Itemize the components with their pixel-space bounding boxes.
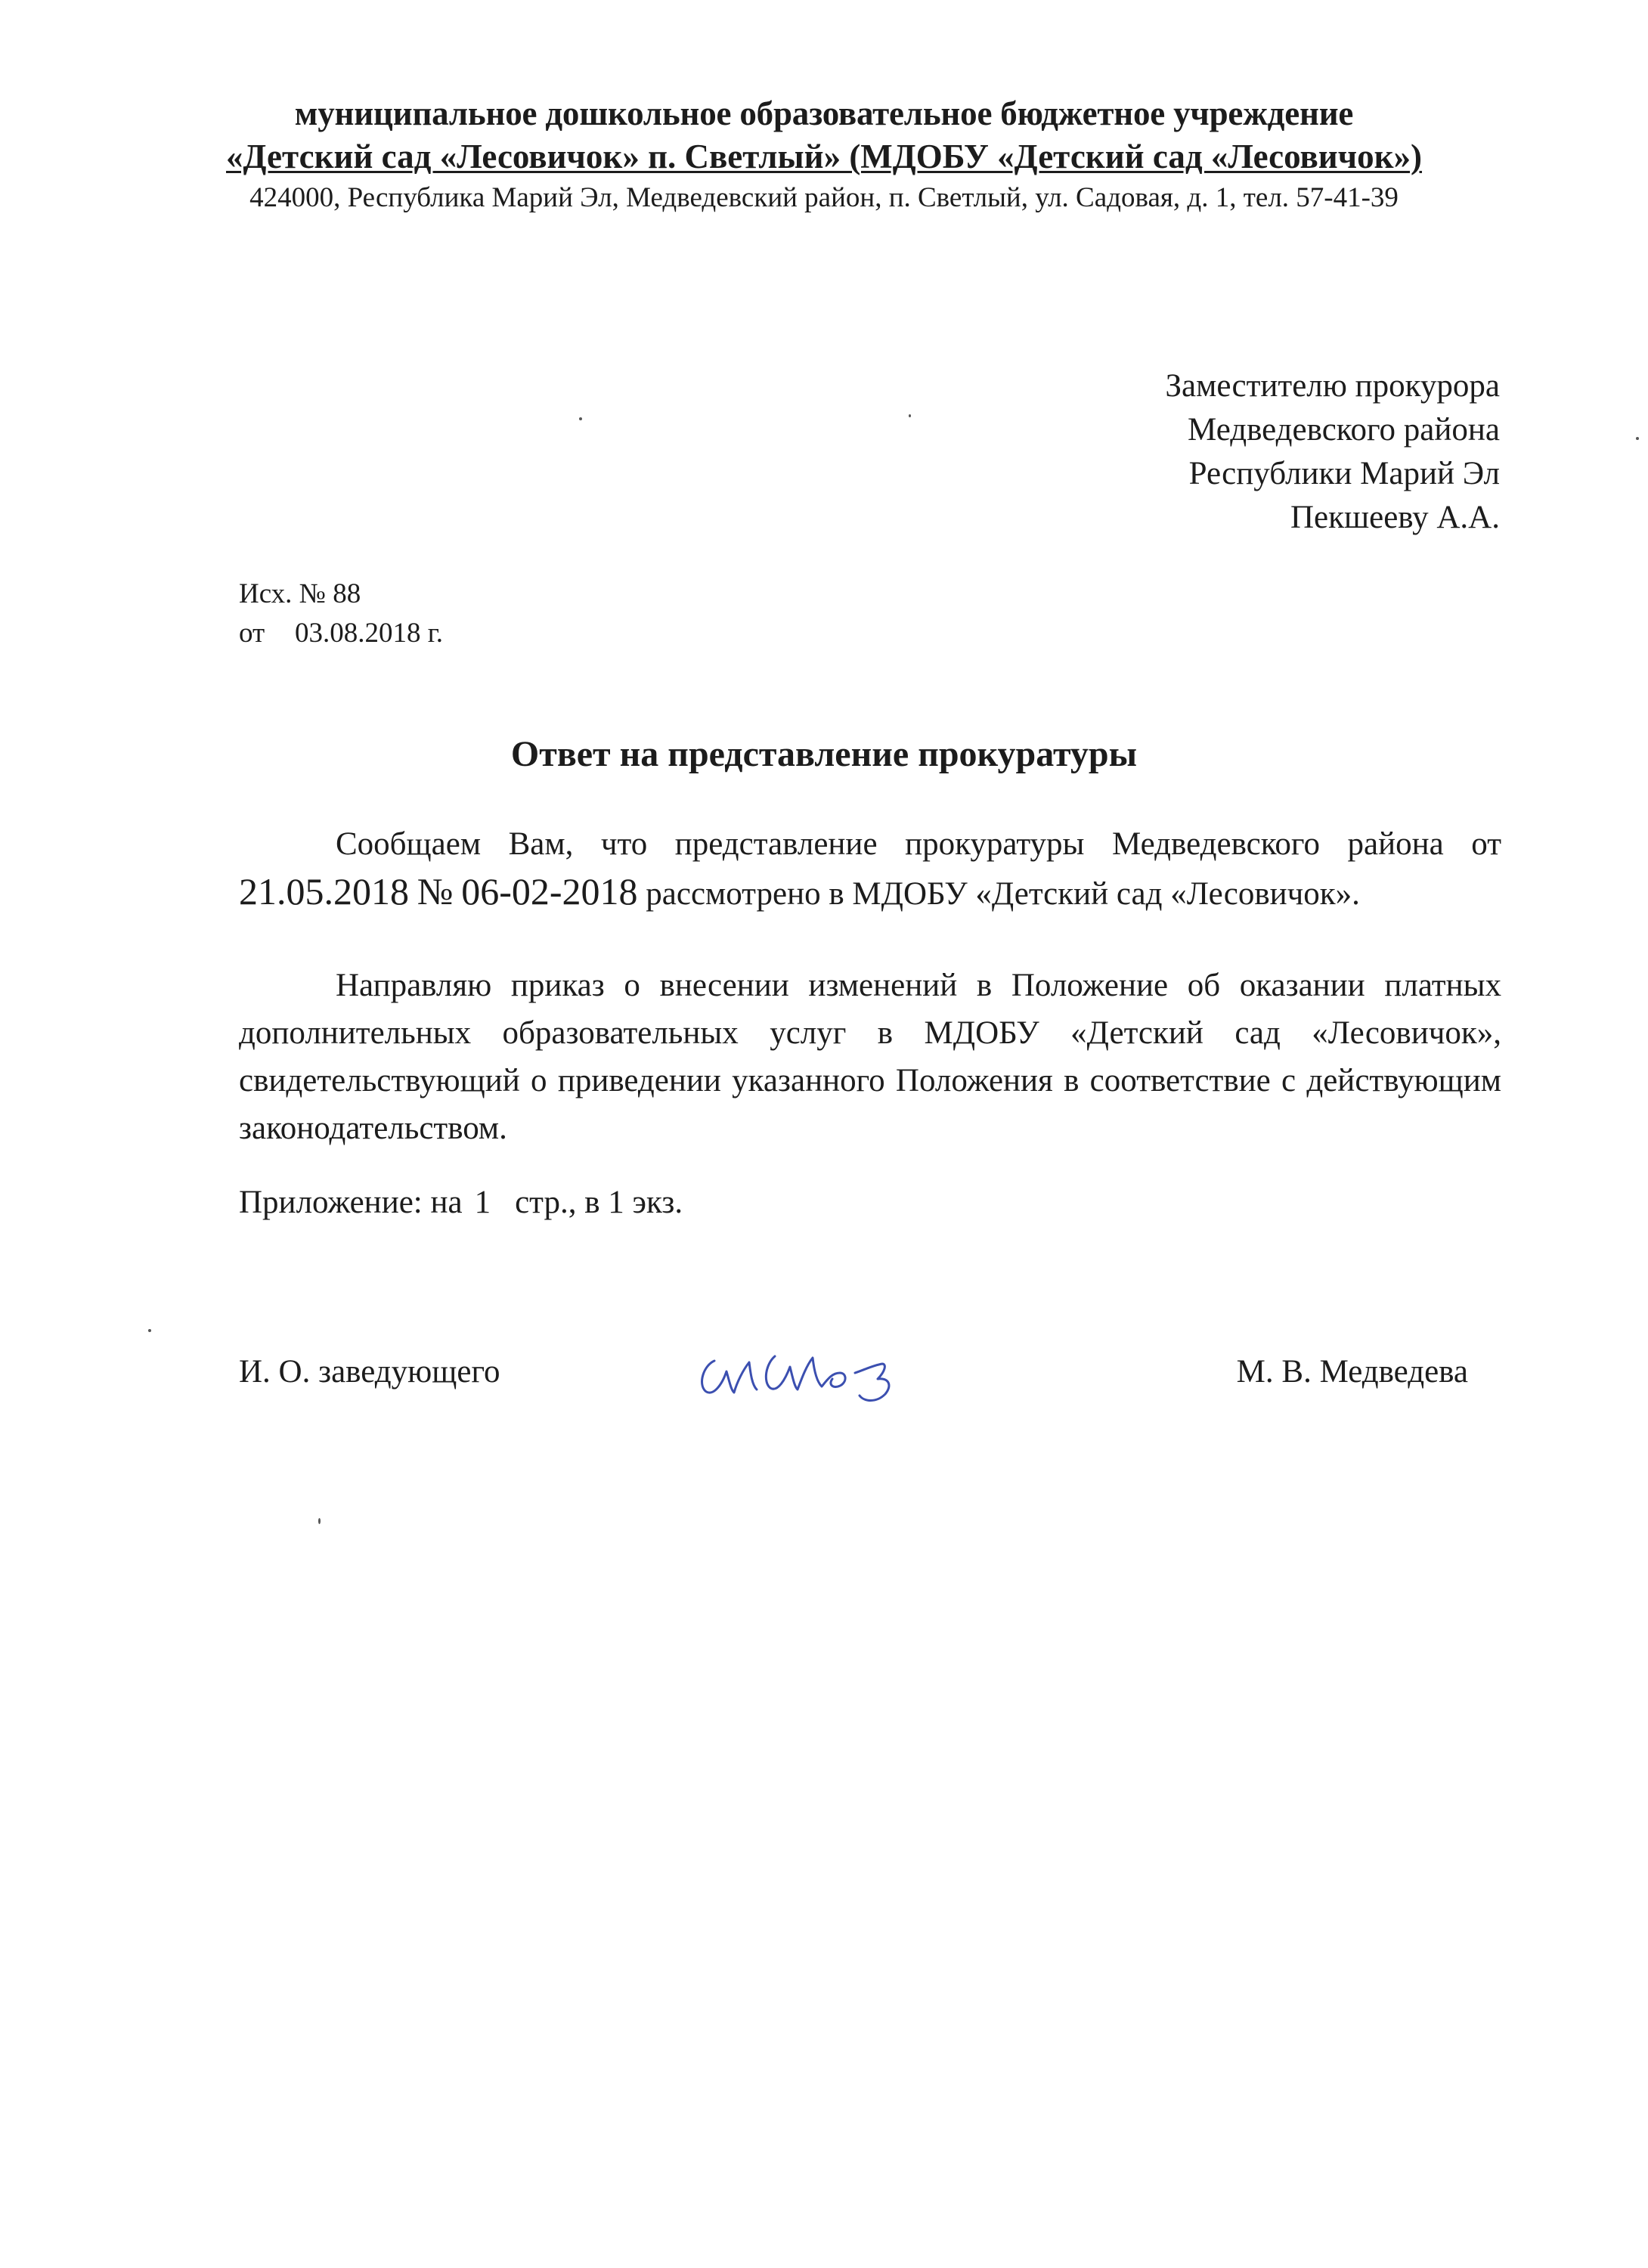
addressee-line-3: Республики Марий Эл: [1188, 456, 1500, 491]
scan-speck: [318, 1518, 321, 1524]
number-sign: №: [417, 870, 454, 912]
scan-speck: [909, 414, 911, 417]
outgoing-date-row: [239, 617, 443, 649]
representation-number: 06-02-2018: [461, 870, 638, 912]
handwritten-signature: [684, 1309, 934, 1415]
organization-name: «Детский сад «Лесовичок» п. Светлый» (МДОБУ «Детский сад «Лесовичок»): [226, 138, 1422, 175]
attachment-prefix: Приложение: на: [239, 1185, 463, 1220]
attachment-pages: 1: [474, 1185, 491, 1220]
outgoing-number: Исх. № 88: [239, 578, 361, 609]
addressee-line-2: Медведевского района: [1188, 412, 1500, 448]
scan-speck: [579, 417, 582, 420]
body-paragraph-2: [239, 962, 1501, 1152]
attachment-suffix: стр., в 1 экз.: [515, 1185, 683, 1220]
scan-speck: [1636, 437, 1639, 440]
body-paragraph-1: [239, 820, 1501, 918]
signatory-name: М. В. Медведева: [1236, 1354, 1468, 1390]
addressee-line-1: Заместителю прокурора: [1165, 368, 1500, 404]
representation-date: 21.05.2018: [239, 870, 409, 912]
addressee-line-4: Пекшееву А.А.: [1290, 500, 1500, 535]
attachment-line: [239, 1184, 683, 1221]
p1-end: рассмотрено в МДОБУ «Детский сад «Лесовичок».: [646, 876, 1360, 912]
organization-type: муниципальное дошкольное образовательное бюджетное учреждение: [294, 94, 1354, 132]
p2-text: Направляю приказ о внесении изменений в Положение об оказании платных дополнительных образовательных услуг в МДОБУ «Детский сад «Лесовичок», свидетельствующий о приведении указанного Положения в соответствие с действующим законодательством.: [239, 968, 1501, 1146]
outgoing-date-label: от: [239, 618, 265, 649]
outgoing-date: 03.08.2018 г.: [295, 618, 444, 649]
signatory-position: И. О. заведующего: [239, 1354, 500, 1390]
organization-address: 424000, Республика Марий Эл, Медведевский район, п. Светлый, ул. Садовая, д. 1, тел. 57-41-39: [249, 182, 1399, 213]
p1-start: Сообщаем Вам, что представление прокуратуры Медведевского района от: [336, 826, 1501, 862]
scan-speck: [148, 1329, 151, 1332]
document-title: Ответ на представление прокуратуры: [510, 734, 1138, 774]
